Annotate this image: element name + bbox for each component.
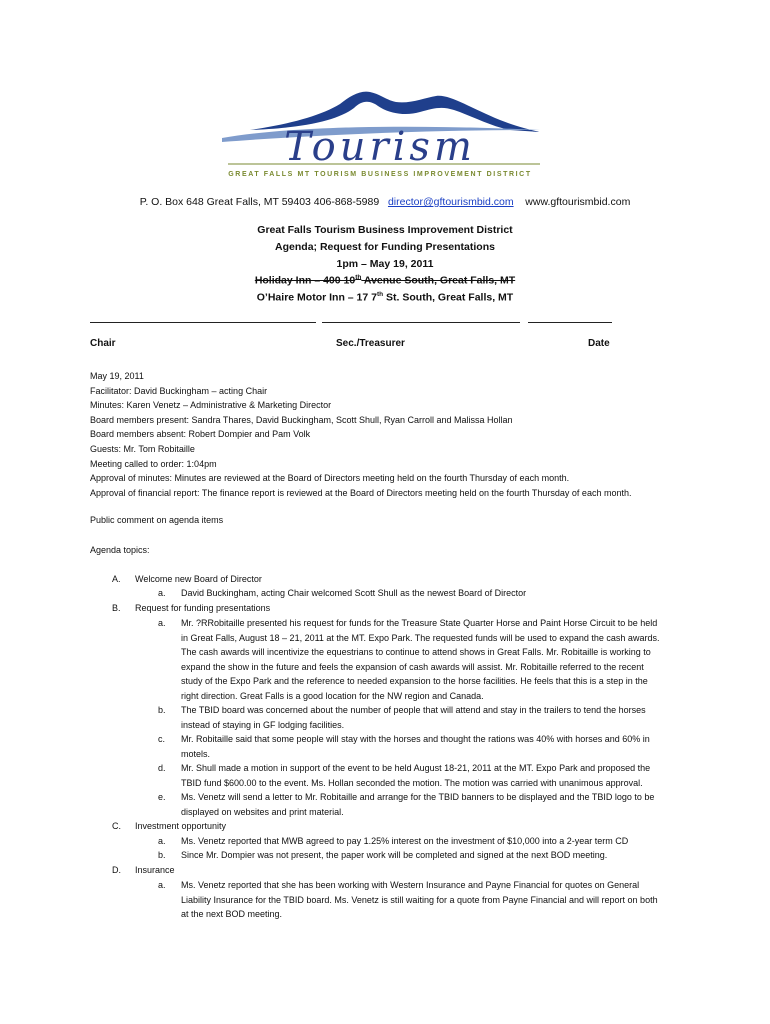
org-name: Great Falls Tourism Business Improvement District [257,224,513,236]
item-letter: e. [158,792,166,802]
item-text: Ms. Venetz reported that MWB agreed to pay 1.25% interest on the investment of $10,000 into a 2-year term CD [181,836,629,846]
chair-signature-line [90,322,316,323]
topic-letter: C. [112,821,121,831]
item-text: Mr. ?RRobitaille presented his request for funds for the Treasure State Quarter Horse and Paint Horse Circuit to be held in Great Falls, August 18 – 21, 2011 at the MT. Expo Park. The requested funds will be used to expand the cash awards. The cash awards will incentivize the equestrians to continue to attend shows in Great Falls. Mr. Robitaille is working to expand the show in the future and feels the expansion of cash awards will assist. Mr. Robitaille referred to the recent study of the Expo Park and the reference to needed expansion to the horse facilities. He feels that this is a step in the right direction. Great Falls is a good location for the NW region and Canada. [181,618,660,701]
item-letter: a. [158,588,166,598]
item-letter: b. [158,850,166,860]
date-label: Date [588,338,610,349]
meeting-time: 1pm – May 19, 2011 [336,258,434,270]
item-text: Ms. Venetz will send a letter to Mr. Robitaille and arrange for the TBID banners to be displayed and the TBID logo to be displayed on websites and print material. [181,792,655,817]
item-text: The TBID board was concerned about the number of people that will attend and stay in the trailers to tend the horses instead of staying in GF lodging facilities. [181,705,646,730]
item-letter: c. [158,734,166,744]
tourism-logo [210,86,550,182]
secretary-label: Sec./Treasurer [336,338,405,349]
item-letter: b. [158,705,166,715]
minutes-line: Meeting called to order: 1:04pm [90,458,217,469]
public-comment: Public comment on agenda items [90,515,224,525]
topic-title: Welcome new Board of Director [135,574,262,584]
item-text: Ms. Venetz reported that she has been working with Western Insurance and Payne Financial for quotes on General Liability Insurance for the TBID board. Ms. Venetz is still waiting for a quote from Payne Financial and will report on both at the next BOD meeting. [181,880,658,920]
topic-letter: D. [112,865,121,875]
website-text: www.gftourismbid.com [525,196,631,208]
secretary-signature-line [322,322,520,323]
chair-label: Chair [90,338,116,349]
item-letter: a. [158,880,166,890]
contact-address: P. O. Box 648 Great Falls, MT 59403 406-868-5989 [139,196,380,208]
logo-word: Tourism [284,124,476,170]
minutes-line: Guests: Mr. Tom Robitaille [90,443,195,454]
item-text: Mr. Robitaille said that some people will stay with the horses and thought the rations was 40% with horses and 60% in motels. [181,734,650,759]
logo-tagline: GREAT FALLS MT TOURISM BUSINESS IMPROVEMENT DISTRICT [228,171,532,178]
topic-title: Investment opportunity [135,821,227,831]
minutes-line: Minutes: Karen Venetz – Administrative & Marketing Director [90,400,332,411]
old-location: Holiday Inn – 400 10th Avenue South, Great Falls, MT [254,274,516,287]
topic-title: Insurance [135,865,175,875]
minutes-line: Board members present: Sandra Thares, David Buckingham, Scott Shull, Ryan Carroll and Malissa Hollan [90,414,513,425]
topic-title: Request for funding presentations [135,603,271,613]
minutes-line: Board members absent: Robert Dompier and Pam Volk [90,429,311,440]
item-text: Mr. Shull made a motion in support of the event to be held August 18-21, 2011 at the MT. Expo Park and proposed the TBID fund $600.00 to the event. Ms. Hollan seconded the motion. The motion was carried with unanimous approval. [181,763,651,788]
minutes-line: Facilitator: David Buckingham – acting Chair [90,385,268,396]
meeting-location: O’Haire Motor Inn – 17 7th St. South, Great Falls, MT [256,291,514,304]
item-text: David Buckingham, acting Chair welcomed Scott Shull as the newest Board of Director [181,588,527,598]
contact-line [0,196,770,208]
email-link[interactable]: director@gftourismbid.com [387,196,514,208]
minutes-line: Approval of financial report: The finance report is reviewed at the Board of Directors meeting held on the fourth Thursday of each month. [90,487,632,498]
item-text: Since Mr. Dompier was not present, the paper work will be completed and signed at the next BOD meeting. [181,850,608,860]
item-letter: a. [158,618,166,628]
item-letter: d. [158,763,166,773]
topic-letter: A. [112,574,121,584]
logo-graphic [210,86,550,182]
minutes-line: May 19, 2011 [90,371,144,381]
minutes-details [90,369,631,500]
agenda-heading: Agenda topics: [90,545,150,555]
date-signature-line [528,322,612,323]
agenda-title: Agenda; Request for Funding Presentations [275,241,495,253]
minutes-line: Approval of minutes: Minutes are reviewed at the Board of Directors meeting held on the fourth Thursday of each month. [90,473,570,484]
topic-letter: B. [112,603,121,613]
item-letter: a. [158,836,166,846]
